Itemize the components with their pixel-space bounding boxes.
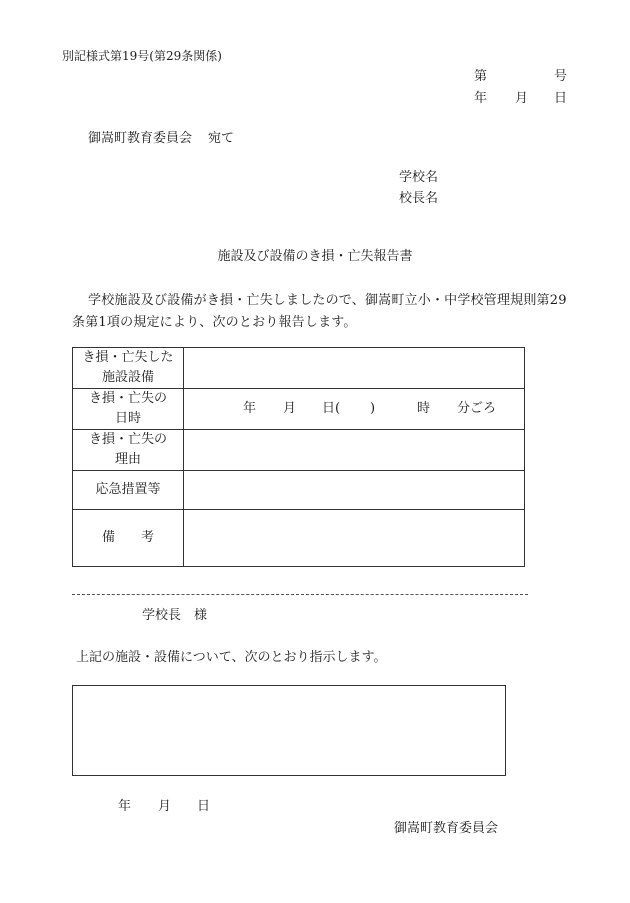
table-row (73, 510, 525, 567)
label-line: 理由 (114, 452, 141, 467)
reply-to-suffix: 様 (194, 608, 208, 623)
row-label-reason (73, 430, 184, 471)
remarks-value-cell[interactable] (184, 510, 525, 567)
issuer-name: 御嵩町教育委員会 (394, 821, 499, 836)
instruction-text: 上記の施設・設備について、次のとおり指示します。 (76, 650, 387, 665)
reason-value-cell[interactable] (184, 430, 525, 471)
reply-date-month: 月 (158, 799, 172, 814)
report-table (72, 347, 525, 567)
label-line: き損・亡失した (82, 350, 174, 365)
header-date-month: 月 (515, 91, 529, 106)
datetime-day: 日( (322, 401, 341, 416)
dashed-divider (72, 594, 528, 595)
form-number: 別記様式第19号(第29条関係) (62, 49, 222, 63)
addressee-name: 御嵩町教育委員会 (88, 131, 193, 146)
instruction-box[interactable] (72, 685, 506, 776)
document-title: 施設及び設備のき損・亡失報告書 (217, 249, 413, 264)
addressee-suffix: 宛て (208, 131, 235, 146)
reply-date-day: 日 (197, 799, 211, 814)
table-row (73, 430, 525, 471)
label-line: 応急措置等 (95, 482, 161, 497)
principal-name-label: 校長名 (399, 191, 439, 206)
doc-number-prefix: 第 (474, 69, 488, 84)
emergency-measures-value-cell[interactable] (184, 471, 525, 510)
label-line: き損・亡失の (88, 432, 167, 447)
datetime-year: 年 (243, 401, 257, 416)
row-label-remarks (73, 510, 184, 567)
doc-number-suffix: 号 (554, 69, 568, 84)
table-row (73, 389, 525, 430)
report-body-text: 学校施設及び設備がき損・亡失しましたので、御嵩町立小・中学校管理規則第29条第1項の規定により、次のとおり報告します。 (72, 293, 567, 330)
school-name-label: 学校名 (399, 170, 439, 185)
label-line: 施設設備 (101, 370, 154, 385)
row-label-facility (73, 348, 184, 389)
reply-date-year: 年 (118, 799, 132, 814)
datetime-hour: 時 (417, 401, 431, 416)
header-date-day: 日 (554, 91, 568, 106)
datetime-value-cell[interactable] (184, 389, 525, 430)
row-label-emergency-measures (73, 471, 184, 510)
datetime-month: 月 (283, 401, 297, 416)
table-row (73, 471, 525, 510)
table-row (73, 348, 525, 389)
row-label-datetime (73, 389, 184, 430)
datetime-weekday-close: ) (370, 401, 376, 416)
label-line: 日時 (114, 411, 141, 426)
facility-value-cell[interactable] (184, 348, 525, 389)
label-line: き損・亡失の (88, 391, 167, 406)
label-line: 備 考 (101, 530, 154, 545)
header-date-year: 年 (474, 91, 488, 106)
datetime-minute: 分ごろ (457, 401, 497, 416)
reply-to-label: 学校長 (142, 608, 182, 623)
